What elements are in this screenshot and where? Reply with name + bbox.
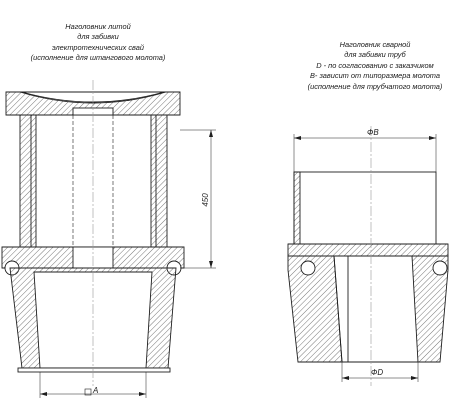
right-title-line-1: Наголовник сварной — [339, 40, 411, 49]
top-arrow-right — [429, 136, 436, 140]
bottom-dimension-label: A — [93, 386, 99, 395]
left-title-line-3: электротехнических свай — [52, 42, 144, 52]
left-title-line-1: Наголовник литой — [65, 22, 131, 31]
bottom-arrow-right — [139, 392, 146, 396]
right-title-line-3: D - по согласованию с заказчиком — [316, 60, 434, 70]
bottom-arrow-left-right-drawing — [342, 376, 349, 380]
upper-sleeve-left-wall — [294, 172, 300, 244]
left-title-line-4: (исполнение для штангового молота) — [30, 53, 166, 63]
left-wall-section — [20, 115, 36, 247]
bottom-arrow-left — [40, 392, 47, 396]
height-dimension-label: 450 — [201, 193, 210, 207]
welded-cone-cavity — [334, 256, 418, 362]
welded-pile-cap-drawing — [288, 126, 448, 386]
right-title-line-5: (исполнение для трубчатого молота) — [307, 81, 443, 91]
left-side-hole — [301, 261, 315, 275]
upper-sleeve-outline — [294, 172, 436, 244]
top-diameter-label: ФB — [367, 128, 379, 137]
right-wall-section — [151, 115, 167, 247]
height-arrow-top — [209, 130, 213, 137]
bottom-base-strip — [18, 368, 170, 372]
right-side-hole — [433, 261, 447, 275]
top-arrow-left — [294, 136, 301, 140]
bottom-diameter-label: ФD — [371, 368, 384, 377]
right-title-line-2: для забивки труб — [344, 50, 406, 60]
flange-plate-section — [288, 244, 448, 256]
bottom-arrow-right-right-drawing — [411, 376, 418, 380]
height-arrow-bottom — [209, 261, 213, 268]
right-title-line-4: B- зависит от типоразмера молота — [310, 71, 440, 81]
left-title-line-2: для забивки — [77, 32, 119, 42]
cast-pile-cap-drawing — [2, 80, 216, 398]
